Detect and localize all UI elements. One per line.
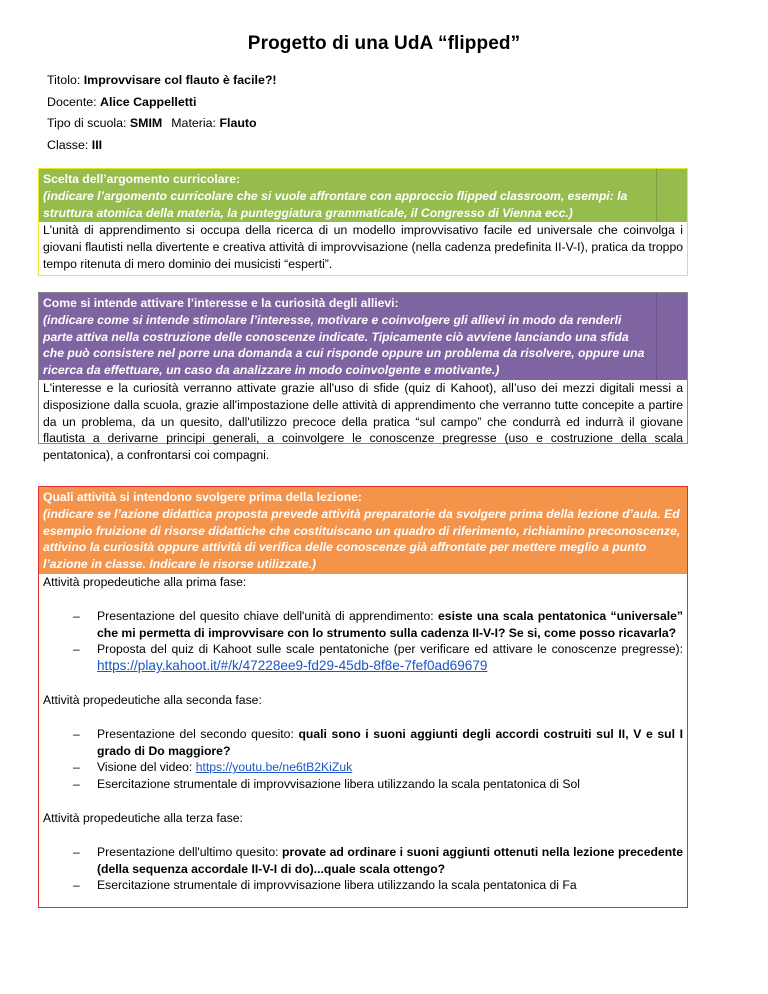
fase2-item3-text: Esercitazione strumentale di improvvisazione libera utilizzando la scala pentatonica di Sol: [97, 777, 581, 792]
fase1-item2-text: Proposta del quiz di Kahoot sulle scale pentatoniche (per verificare ed attivare le conoscenze pregresse):: [97, 642, 683, 657]
list-item: [97, 877, 683, 894]
section-attivita-header: [39, 487, 687, 574]
tipo-value: SMIM: [129, 116, 163, 131]
classe-value: III: [91, 137, 103, 152]
fase2-list: [43, 726, 683, 793]
list-item: [97, 726, 683, 760]
section-argomento-body: L'unità di apprendimento si occupa della ricerca di un modello improvvisativo facile ed universale che coinvolga i giovani flautisti nella divertente e creativa attività di improvvisazione (nella cadenza predefinita II-V-I), pratica da troppo tempo ritenuta di mero dominio dei musicisti “esperti”.: [43, 223, 683, 271]
titolo-label: Titolo:: [47, 73, 84, 87]
docente-value: Alice Cappelletti: [100, 94, 197, 109]
section-argomento: [38, 168, 688, 276]
fase3-title: Attività propedeutiche alla terza fase:: [43, 810, 243, 825]
page-title: Progetto di una UdA “flipped”: [247, 33, 521, 54]
titolo-value: Improvvisare col flauto è facile?!: [83, 73, 277, 87]
meta-classe: [47, 135, 277, 157]
section-attivita: [38, 486, 688, 908]
youtube-link[interactable]: https://youtu.be/ne6tB2KiZuk: [195, 760, 353, 775]
list-item: [97, 844, 683, 878]
fase1-item1-text: Presentazione del quesito chiave dell'unità di apprendimento:: [97, 608, 439, 623]
list-item: [97, 776, 683, 793]
meta-titolo: [47, 70, 277, 92]
list-item: [97, 641, 683, 675]
section-interesse-body: L'interesse e la curiosità verranno attivate grazie all'uso di sfide (quiz di Kahoot), all’uso dei mezzi digitali messi a disposizione dalla scuola, grazie all'impostazione delle attività di apprendimento che verranno tutte concepite a partire da un problema, da un quesito, dall'utilizzo precoce della pratica “sul campo” che condurrà ed indurrà il giovane flautista a derivarne principi generali, a coinvolgere le conoscenze pregresse (uso e costruzione della scala pentatonica), a confrontarsi coi compagni.: [43, 380, 683, 463]
section-attivita-body: [39, 574, 687, 894]
kahoot-link[interactable]: https://play.kahoot.it/#/k/47228ee9-fd29-45db-8f8e-7fef0ad69679: [97, 658, 488, 674]
fase1-item1-bold: esiste una scala pentatonica “universale” che mi permetta di improvvisare con lo strumento sulla cadenza II-V-I? Se si, come posso ricavarla?: [97, 608, 683, 640]
section-argomento-subheading: (indicare l’argomento curricolare che si vuole affrontare con approccio flipped classroom, esempi: la struttura atomica della materia, la punteggiatura grammaticale, il Congresso di Vienna ecc.): [43, 188, 628, 220]
fase2-item2-text: Visione del video:: [97, 760, 196, 775]
fase2-title: Attività propedeutiche alla seconda fase:: [43, 692, 262, 707]
list-item: [97, 759, 683, 776]
section-interesse-header: [39, 293, 657, 380]
section-interesse-heading: Come si intende attivare l’interesse e la curiosità degli allievi:: [43, 296, 399, 310]
section-argomento-heading: Scelta dell’argomento curricolare:: [43, 172, 241, 186]
section-argomento-header: [39, 169, 657, 222]
fase3-list: [43, 844, 683, 894]
fase2-item1-bold: quali sono i suoni aggiunti degli accordi costruiti sul II, V e sul I grado di Do maggiore?: [97, 726, 683, 758]
fase2-item1-text: Presentazione del secondo quesito:: [97, 726, 299, 741]
list-item: [97, 608, 683, 642]
meta-docente: [47, 92, 277, 114]
docente-label: Docente:: [47, 94, 101, 109]
section-attivita-subheading: (indicare se l’azione didattica proposta prevede attività preparatorie da svolgere prima della lezione d’aula. Ed esempio fruizione di risorse didattiche che costituiscano un quadro di riferimento, richiamino preconoscenze, attivino la curiosità oppure attività di verifica delle conoscenze già affrontate per mettere meglio a punto l’azione in classe. Indicare le risorse utilizzate.): [43, 506, 681, 572]
section-interesse-subheading: (indicare come si intende stimolare l’interesse, motivare e coinvolgere gli allievi in modo da renderli parte attiva nella costruzione delle conoscenze indicate. Tipicamente ciò avviene lanciando una sfida che può consistere nel porre una domanda a cui risponde oppure un problema da risolvere, oppure una ricerca da effettuare, un caso da analizzare in modo coinvolgente e motivante.): [43, 312, 645, 378]
fase3-item2-text: Esercitazione strumentale di improvvisazione libera utilizzando la scala pentatonica di Fa: [97, 878, 577, 893]
classe-label: Classe:: [47, 137, 92, 152]
fase1-title: Attività propedeutiche alla prima fase:: [43, 574, 247, 589]
fase1-list: [43, 608, 683, 675]
meta-tipo-materia: [47, 113, 277, 135]
tipo-label: Tipo di scuola:: [47, 116, 130, 131]
section-attivita-heading: Quali attività si intendono svolgere prima della lezione:: [43, 490, 362, 504]
section-interesse: [38, 292, 688, 463]
fase3-item1-text: Presentazione dell'ultimo quesito:: [97, 844, 283, 859]
materia-value: Flauto: [219, 116, 257, 131]
fase3-item1-bold: provate ad ordinare i suoni aggiunti ottenuti nella lezione precedente (della sequenza accordale II-V-I di do)...quale scala ottengo?: [97, 844, 683, 876]
materia-label: Materia:: [171, 116, 220, 131]
metadata-block: [47, 70, 277, 156]
